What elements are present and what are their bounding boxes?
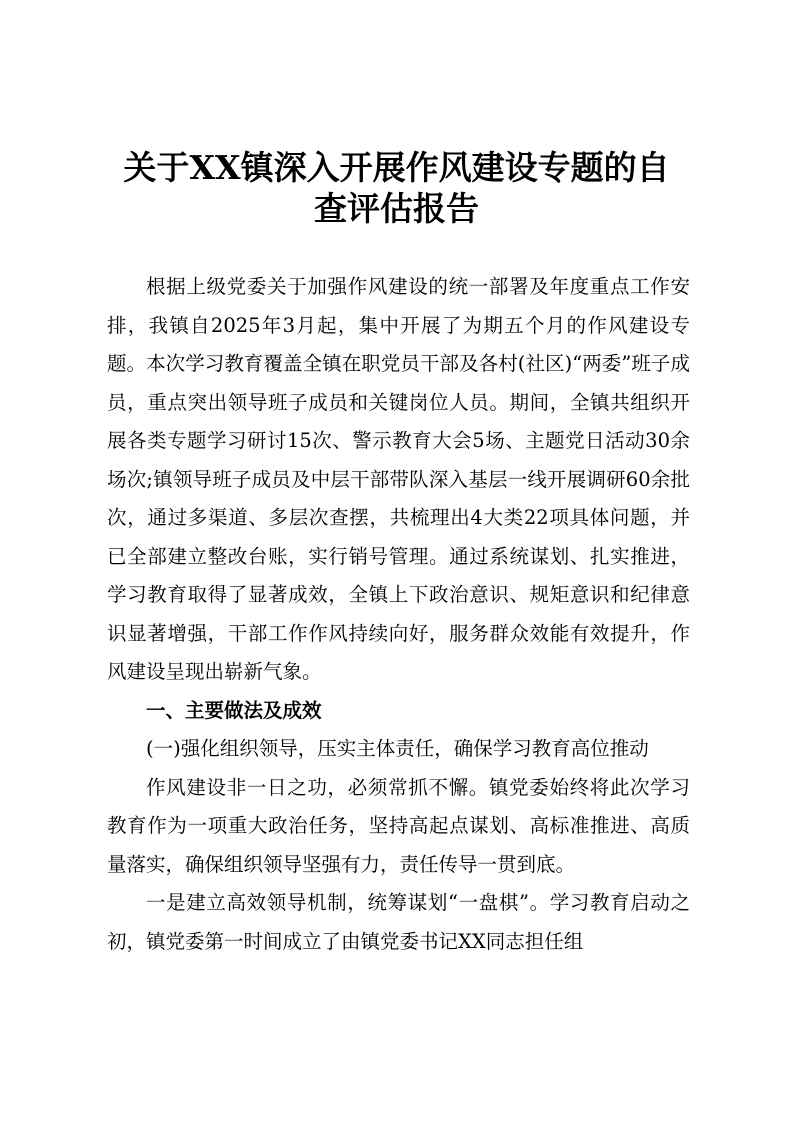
title-line-1: 关于XX镇深入开展作风建设专题的自 (123, 148, 670, 187)
intro-paragraph: 根据上级党委关于加强作风建设的统一部署及年度重点工作安排，我镇自2025年3月起，集中开展了为期五个月的作风建设专题。本次学习教育覆盖全镇在职党员干部及各村(社区)“两委”班子成员，重点突出领导班子成员和关键岗位人员。期间，全镇共组织开展各类专题学习研讨15次、警示教育大会5场、主题党日活动30余场次;镇领导班子成员及中层干部带队深入基层一线开展调研60余批次，通过多渠道、多层次查摆，共梳理出4大类22项具体问题，并已全部建立整改台账，实行销号管理。通过系统谋划、扎实推进，学习教育取得了显著成效，全镇上下政治意识、规矩意识和纪律意识显著增强，干部工作作风持续向好，服务群众效能有效提升，作风建设呈现出崭新气象。 (107, 275, 690, 683)
body-paragraph: 一是建立高效领导机制，统筹谋划“一盘棋”。学习教育启动之初，镇党委第一时间成立了由镇党委书记XX同志担任组 (107, 891, 690, 953)
subsection-heading: (一)强化组织领导，压实主体责任，确保学习教育高位推动 (146, 737, 649, 760)
section-heading: 一、主要做法及成效 (146, 698, 322, 722)
body-paragraph: 作风建设非一日之功，必须常抓不懈。镇党委始终将此次学习教育作为一项重大政治任务，坚持高起点谋划、高标准推进、高质量落实，确保组织领导坚强有力，责任传导一贯到底。 (107, 775, 690, 876)
document-body (107, 268, 690, 961)
document-title (100, 147, 693, 229)
title-line-2: 查评估报告 (314, 189, 479, 228)
